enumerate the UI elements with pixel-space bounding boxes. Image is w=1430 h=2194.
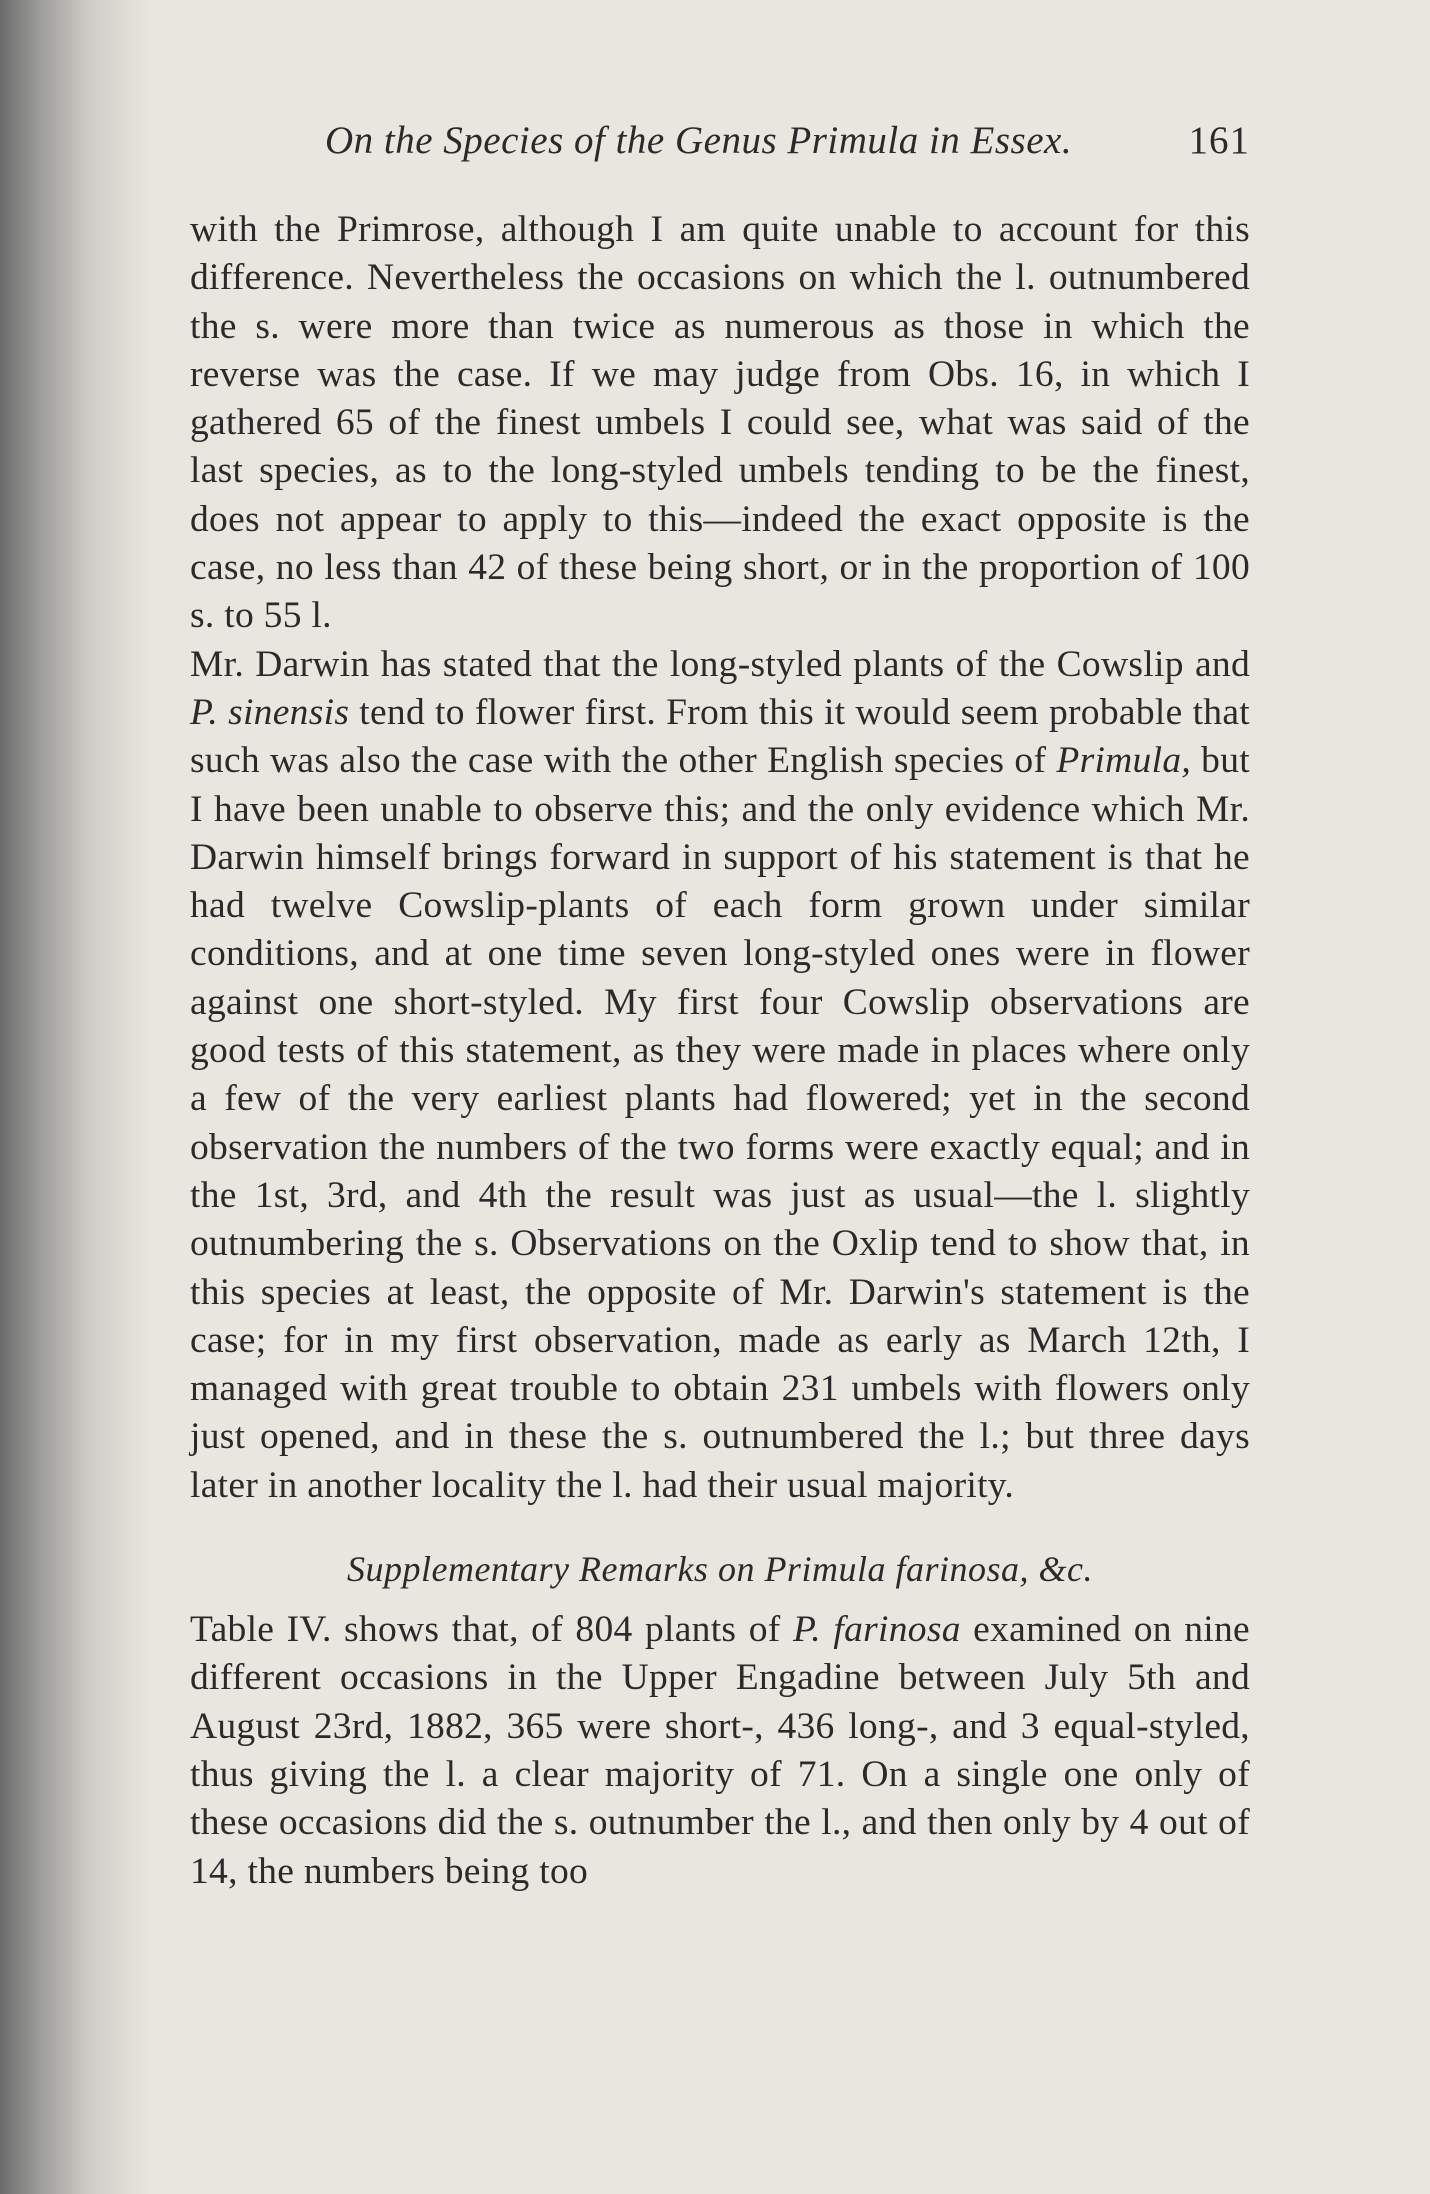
paragraph-3 [190,1606,1250,1896]
species-name-farinosa: P. farinosa [792,1609,961,1651]
paragraph-1: with the Primrose, although I am quite unable to account for this difference. Nevertheless the occasions on which the l. outnumbered the s. were more than twice as numerous as those in which the reverse was the case. If we may judge from Obs. 16, in which I gathered 65 of the finest umbels I could see, what was said of the last species, as to the long-styled umbels tending to be the finest, does not appear to apply to this—indeed the exact opposite is the case, no less than 42 of these being short, or in the proportion of 100 s. to 55 l. [190,209,1250,637]
page-number: 161 [1188,119,1250,162]
section-heading: Supplementary Remarks on Primula farinosa, &c. [347,1549,1093,1590]
paragraph-2-text-c: but I have been unable to observe this; and the only evidence which Mr. Darwin himself brings forward in support of his statement is that he had twelve Cowslip-plants of each form grown under similar conditions, and at one time seven long-styled ones were in flower against one short-styled. My first four Cowslip observations are good tests of this statement, as they were made in places where only a few of the very earliest plants had flowered; yet in the second observation the numbers of the two forms were exactly equal; and in the 1st, 3rd, and 4th the result was just as usual—the l. slightly outnumbering the s. Observations on the Oxlip tend to show that, in this species at least, the opposite of Mr. Darwin's statement is the case; for in my first observation, made as early as March 12th, I managed with great trouble to obtain 231 umbels with flowers only just opened, and in these the s. outnumbered the l.; but three days later in another locality the l. had their usual majority. [190,740,1250,1506]
species-name-sinensis: P. sinensis [190,691,350,733]
paragraph-2-text-a: Mr. Darwin has stated that the long-styled plants of the Cowslip and [190,643,1250,685]
running-head-title: On the Species of the Genus Primula in Essex. [325,119,1073,162]
paragraph-3-text-b: examined on nine different occasions in the Upper Engadine between July 5th and August 23rd, 1882, 365 were short-, 436 long-, and 3 equal-styled, thus giving the l. a clear majority of 71. On a single one only of these occasions did the s. outnumber the l., and then only by 4 out of 14, the numbers being too [190,1609,1250,1892]
genus-name-primula: Primula, [1056,740,1192,782]
book-page [190,118,1250,1896]
paragraph-2-text-b: tend to flower first. From this it would seem probable that such was also the case with the other English species of [190,691,1251,782]
running-head [190,118,1250,178]
body-text [190,206,1250,1510]
paragraph-3-text-a: Table IV. shows that, of 804 plants of [190,1609,793,1651]
page-gutter-shadow [0,0,150,2194]
paragraph-2 [190,641,1250,1510]
body-text-section [190,1606,1250,1896]
